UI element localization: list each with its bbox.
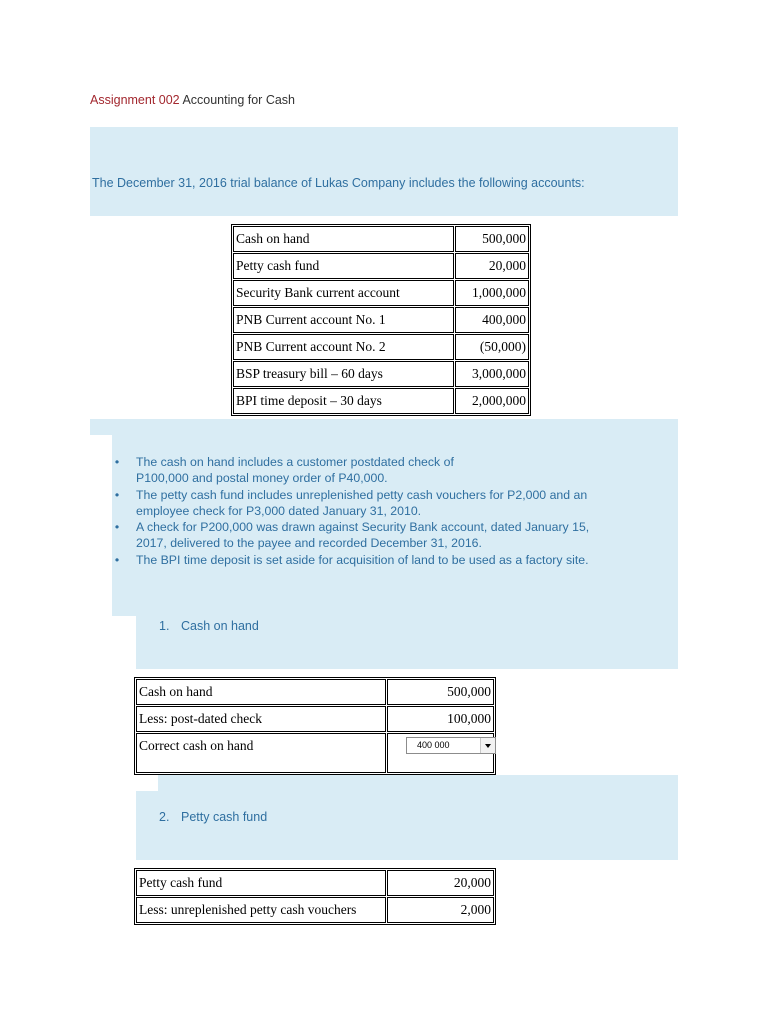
table-row <box>136 897 494 923</box>
table-row <box>233 361 529 387</box>
notes-panel-top <box>90 419 678 435</box>
bullet-icon: • <box>114 552 120 567</box>
note-line: A check for P200,000 was drawn against Security Bank account, dated January 15, <box>136 520 590 535</box>
row-amount: 500,000 <box>387 679 494 705</box>
intro-panel <box>90 127 678 216</box>
table-row <box>136 679 494 705</box>
list-item <box>112 487 672 520</box>
bullet-icon: • <box>114 520 120 535</box>
account-name: Security Bank current account <box>233 280 454 306</box>
table-row <box>233 388 529 414</box>
note-line: The cash on hand includes a customer postdated check of <box>136 455 454 469</box>
question-2-number: 2. <box>159 810 170 824</box>
intro-text: The December 31, 2016 trial balance of Lukas Company includes the following accounts: <box>92 176 585 190</box>
account-name: PNB Current account No. 2 <box>233 334 454 360</box>
note-line: employee check for P3,000 dated January 31, 2010. <box>136 503 422 518</box>
account-amount: 3,000,000 <box>455 361 529 387</box>
row-label: Less: unreplenished petty cash vouchers <box>136 897 386 923</box>
row-label: Correct cash on hand <box>136 733 386 773</box>
account-name: BSP treasury bill – 60 days <box>233 361 454 387</box>
page-title <box>90 93 295 107</box>
assignment-topic: Accounting for Cash <box>182 93 295 107</box>
question-1-heading <box>159 619 259 633</box>
select-value: 400 000 <box>417 740 450 750</box>
table-row <box>233 253 529 279</box>
table-row <box>136 706 494 732</box>
account-amount: (50,000) <box>455 334 529 360</box>
note-line: 2017, delivered to the payee and recorded December 31, 2016. <box>136 536 482 551</box>
table-row <box>233 226 529 252</box>
account-name: Petty cash fund <box>233 253 454 279</box>
account-amount: 1,000,000 <box>455 280 529 306</box>
note-line: The petty cash fund includes unreplenished petty cash vouchers for P2,000 and an <box>136 487 588 502</box>
account-amount: 2,000,000 <box>455 388 529 414</box>
row-amount: 20,000 <box>387 870 494 896</box>
row-amount: 2,000 <box>387 897 494 923</box>
row-amount: 100,000 <box>387 706 494 732</box>
row-label: Petty cash fund <box>136 870 386 896</box>
account-name: BPI time deposit – 30 days <box>233 388 454 414</box>
trial-balance-table <box>231 224 531 416</box>
question-1-number: 1. <box>159 619 170 633</box>
question-1-title: Cash on hand <box>181 619 259 633</box>
account-amount: 500,000 <box>455 226 529 252</box>
row-label: Less: post-dated check <box>136 706 386 732</box>
account-amount: 20,000 <box>455 253 529 279</box>
cash-on-hand-table <box>134 677 496 775</box>
question-2-title: Petty cash fund <box>181 810 268 824</box>
list-item <box>112 454 672 487</box>
row-label: Cash on hand <box>136 679 386 705</box>
table-row <box>136 870 494 896</box>
bullet-icon: • <box>114 455 120 469</box>
account-amount: 400,000 <box>455 307 529 333</box>
account-name: Cash on hand <box>233 226 454 252</box>
correct-cash-on-hand-select[interactable] <box>406 737 496 754</box>
note-line: P100,000 and postal money order of P40,000. <box>136 471 388 486</box>
question-2-panel <box>136 791 678 860</box>
list-item <box>112 552 672 568</box>
table-row <box>233 307 529 333</box>
account-name: PNB Current account No. 1 <box>233 307 454 333</box>
petty-cash-table <box>134 868 496 925</box>
question-2-heading <box>159 810 267 824</box>
assignment-label: Assignment 002 <box>90 93 180 107</box>
note-line: The BPI time deposit is set aside for acquisition of land to be used as a factory site. <box>136 552 589 567</box>
bullet-icon: • <box>114 487 120 502</box>
chevron-down-icon[interactable] <box>480 738 495 753</box>
notes-list <box>112 454 672 568</box>
table-row <box>233 334 529 360</box>
question-2-panel-top <box>158 775 678 791</box>
table-row <box>233 280 529 306</box>
list-item <box>112 519 672 552</box>
